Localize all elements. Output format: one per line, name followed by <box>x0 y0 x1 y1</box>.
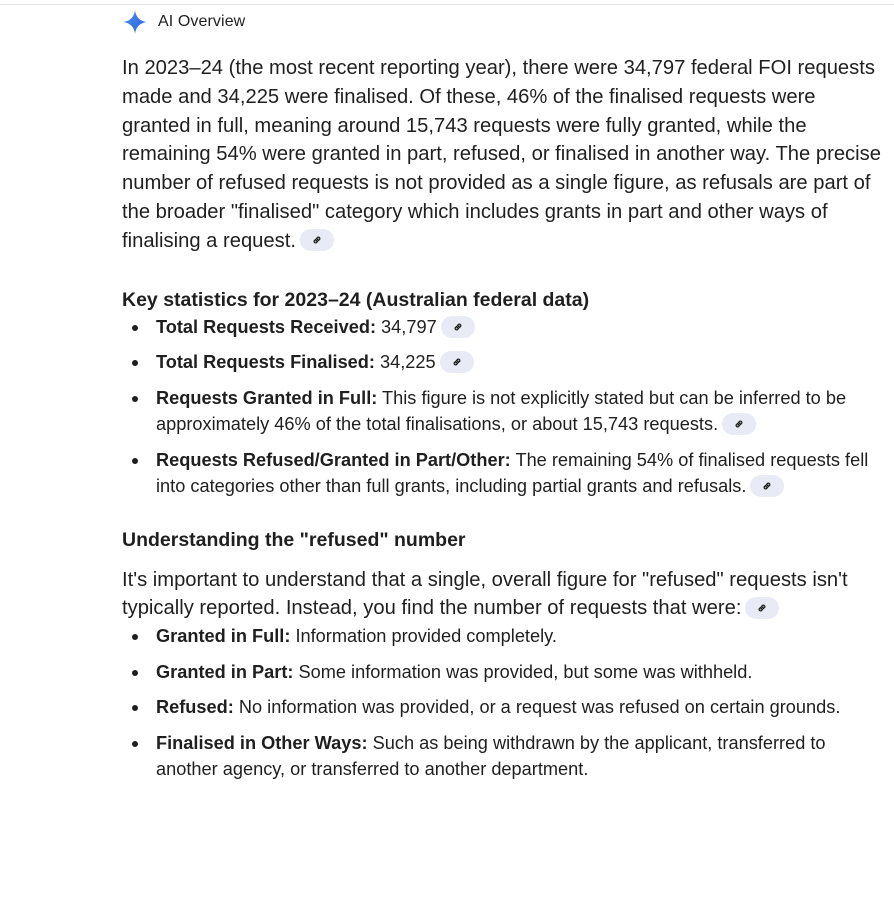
list-item <box>122 694 882 721</box>
stat-label: Requests Refused/Granted in Part/Other: <box>156 449 511 470</box>
source-link-chip[interactable] <box>300 229 334 251</box>
key-statistics-heading: Key statistics for 2023–24 (Australian federal data) <box>122 288 590 311</box>
outcome-label: Refused: <box>156 697 234 718</box>
link-icon <box>311 234 323 246</box>
ai-overview-header <box>122 8 245 36</box>
outcome-text: No information was provided, or a request was refused on certain grounds. <box>233 697 841 718</box>
stat-label: Total Requests Finalised: <box>156 352 375 373</box>
outcome-text: Some information was provided, but some was withheld. <box>293 661 753 682</box>
list-item <box>122 349 882 376</box>
link-icon <box>733 418 745 430</box>
ai-overview-title: AI Overview <box>158 13 246 30</box>
refused-text: It's important to understand that a single, overall figure for "refused" requests isn't typically reported. Instead, you find the number of requests that were: <box>122 568 848 620</box>
list-item <box>122 623 882 650</box>
link-icon <box>451 356 463 368</box>
outcome-label: Finalised in Other Ways: <box>156 732 368 753</box>
outcome-text: Information provided completely. <box>290 626 557 647</box>
stat-text: 34,797 <box>376 316 437 337</box>
request-outcomes-list <box>122 623 882 783</box>
stat-text: 34,225 <box>374 352 436 373</box>
list-item <box>122 447 882 500</box>
source-link-chip[interactable] <box>722 413 756 435</box>
outcome-label: Granted in Full: <box>156 626 291 647</box>
refused-paragraph <box>122 566 882 624</box>
source-link-chip[interactable] <box>441 316 475 338</box>
stat-text: This figure is not explicitly stated but can be inferred to be approximately 46% of the total finalisations, or about 15,743 requests. <box>156 387 847 435</box>
stat-label: Total Requests Received: <box>156 316 376 337</box>
outcome-text: Such as being withdrawn by the applicant, transferred to another agency, or transferred to another department. <box>156 732 826 780</box>
source-link-chip[interactable] <box>440 351 474 373</box>
refused-number-heading: Understanding the "refused" number <box>122 528 466 551</box>
outcome-label: Granted in Part: <box>156 661 294 682</box>
stat-label: Requests Granted in Full: <box>156 387 378 408</box>
source-link-chip[interactable] <box>745 597 779 619</box>
stat-text: The remaining 54% of finalised requests fell into categories other than full grants, including partial grants and refusals. <box>156 449 869 497</box>
intro-text: In 2023–24 (the most recent reporting year), there were 34,797 federal FOI requests made and 34,225 were finalised. Of these, 46% of the finalised requests were granted in full, meaning around 15,743 requests were fully granted, while the remaining 54% were granted in part, refused, or finalised in another way. The precise number of refused requests is not provided as a single figure, as refusals are part of the broader "finalised" category which includes grants in part and other ways of finalising a request. <box>122 57 881 252</box>
list-item <box>122 730 882 783</box>
list-item <box>122 385 882 438</box>
list-item <box>122 659 882 686</box>
top-divider <box>0 4 894 5</box>
source-link-chip[interactable] <box>750 475 784 497</box>
gemini-sparkle-icon <box>122 9 148 35</box>
key-statistics-list <box>122 314 882 500</box>
overview-content <box>122 54 882 792</box>
list-item <box>122 314 882 341</box>
link-icon <box>756 602 768 614</box>
intro-paragraph <box>122 54 882 256</box>
link-icon <box>452 321 464 333</box>
link-icon <box>761 480 773 492</box>
